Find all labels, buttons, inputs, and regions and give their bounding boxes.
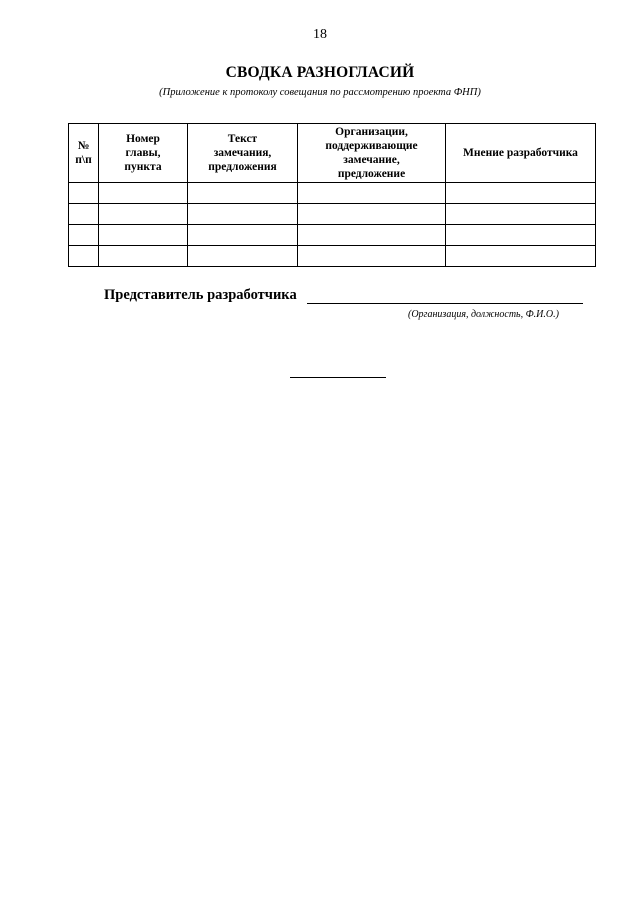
table-cell — [298, 225, 446, 246]
table-cell — [446, 204, 596, 225]
header-remark-line1: Текст — [227, 133, 258, 145]
signature-hint: (Организация, должность, Ф.И.О.) — [408, 309, 559, 320]
header-chapter-line2: главы, — [125, 147, 161, 159]
table-row — [69, 183, 596, 204]
signature-label: Представитель разработчика — [104, 287, 297, 303]
document-title: СВОДКА РАЗНОГЛАСИЙ — [225, 64, 415, 81]
header-chapter — [99, 124, 188, 183]
table-cell — [188, 246, 298, 267]
table-cell — [298, 246, 446, 267]
page-number: 18 — [313, 27, 327, 42]
table-cell — [99, 204, 188, 225]
table-cell — [446, 225, 596, 246]
header-developer-opinion — [446, 124, 596, 183]
signature-line — [307, 303, 583, 304]
header-org-line4: предложение — [337, 168, 406, 180]
table-cell — [188, 225, 298, 246]
table-cell — [99, 246, 188, 267]
table-cell — [298, 204, 446, 225]
table-cell — [69, 183, 99, 204]
header-chapter-line1: Номер — [126, 133, 160, 145]
table-cell — [69, 246, 99, 267]
header-org-line3: замечание, — [343, 154, 400, 166]
table-cell — [69, 204, 99, 225]
disagreements-table — [68, 123, 596, 267]
table-row — [69, 246, 596, 267]
header-remark-line2: замечания, — [213, 147, 272, 159]
header-opinion-line1: Мнение разработчика — [463, 147, 578, 159]
table-body — [69, 183, 596, 267]
table-row — [69, 225, 596, 246]
table-cell — [446, 183, 596, 204]
table-cell — [298, 183, 446, 204]
table-cell — [69, 225, 99, 246]
table-cell — [446, 246, 596, 267]
table-cell — [188, 183, 298, 204]
header-chapter-line3: пункта — [124, 161, 162, 173]
end-separator-line — [290, 377, 386, 378]
document-subtitle: (Приложение к протоколу совещания по рассмотрению проекта ФНП) — [159, 87, 481, 98]
header-remark-text — [188, 124, 298, 183]
table-cell — [99, 183, 188, 204]
header-remark-line3: предложения — [208, 161, 277, 173]
header-number — [69, 124, 99, 183]
table-cell — [99, 225, 188, 246]
table-cell — [188, 204, 298, 225]
header-org-line1: Организации, — [335, 126, 408, 138]
header-number-line2: п\п — [75, 154, 92, 166]
header-organizations — [298, 124, 446, 183]
table-header-row — [69, 124, 596, 183]
table-row — [69, 204, 596, 225]
header-number-line1: № — [77, 140, 90, 152]
header-org-line2: поддерживающие — [325, 140, 418, 152]
